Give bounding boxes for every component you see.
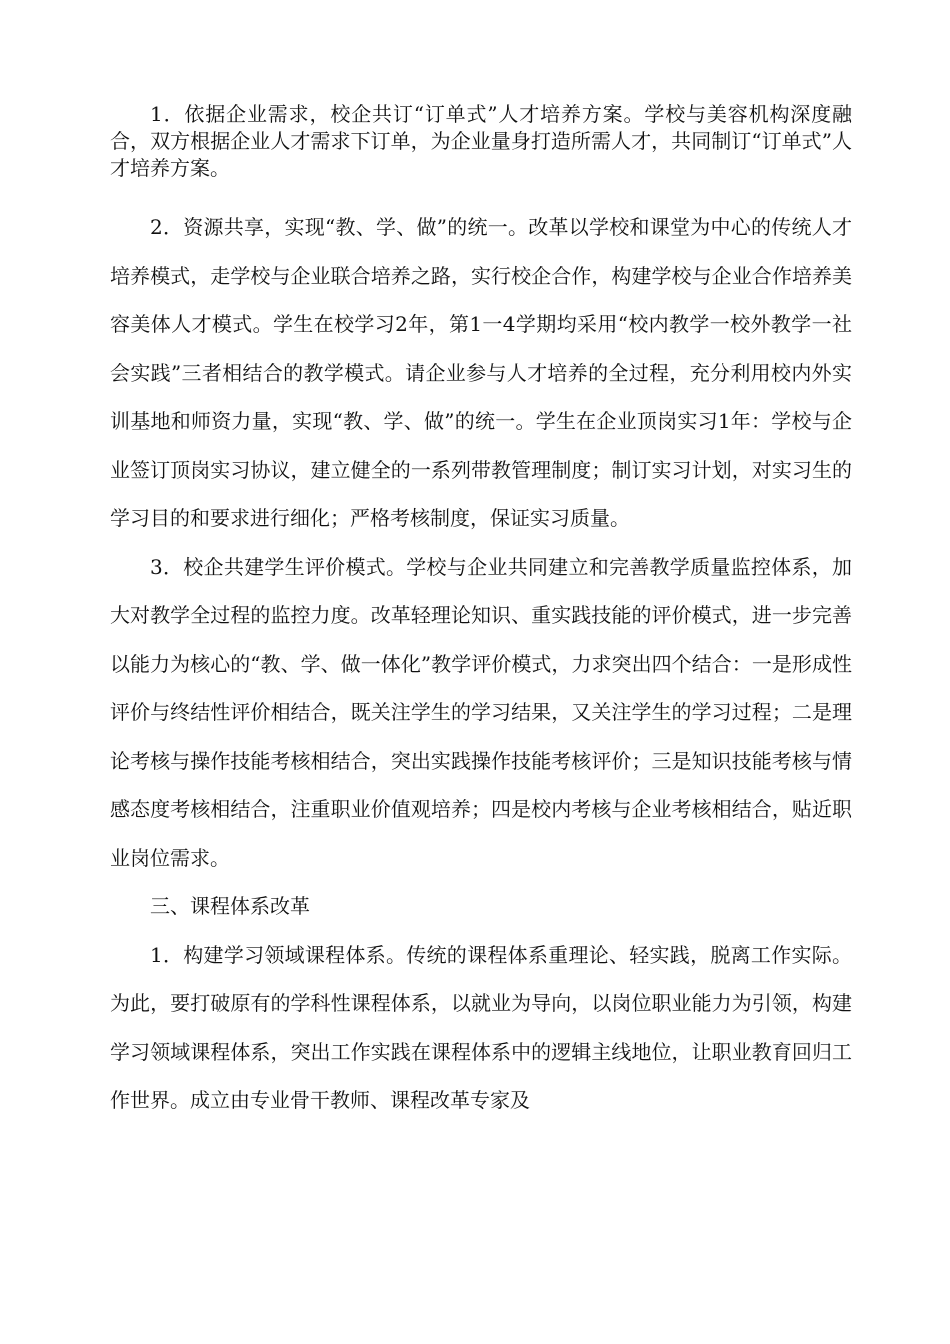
paragraph-resource-sharing: 2．资源共享，实现“教、学、做”的统一。改革以学校和课堂为中心的传统人才培养模式，走学校与企业联合培养之路，实行校企合作，构建学校与企业合作培养美容美体人才模式。学生在校学习2年，第1一4学期均采用“校内教学一校外教学一社会实践”三者相结合的教学模式。请企业参与人才培养的全过程，充分利用校内外实训基地和师资力量，实现“教、学、做”的统一。学生在企业顶岗实习1年：学校与企业签订顶岗实习协议，建立健全的一系列带教管理制度；制订实习计划，对实习生的学习目的和要求进行细化；严格考核制度，保证实习质量。 [110,215,852,530]
paragraph-learning-domain-curriculum: 1．构建学习领域课程体系。传统的课程体系重理论、轻实践，脱离工作实际。为此，要打破原有的学科性课程体系，以就业为导向，以岗位职业能力为引领，构建学习领域课程体系，突出工作实践在课程体系中的逻辑主线地位，让职业教育回归工作世界。成立由专业骨干教师、课程改革专家及 [110,942,852,1112]
document-page [110,101,852,1125]
paragraph-order-training-plan: 1．依据企业需求，校企共订“订单式”人才培养方案。学校与美容机构深度融合，双方根据企业人才需求下订单，为企业量身打造所需人才，共同制订“订单式”人才培养方案。 [110,102,852,180]
section-heading-curriculum-reform: 三、课程体系改革 [150,894,310,918]
paragraph-evaluation-model: 3．校企共建学生评价模式。学校与企业共同建立和完善教学质量监控体系，加大对教学全过程的监控力度。改革轻理论知识、重实践技能的评价模式，进一步完善以能力为核心的“教、学、做一体化”教学评价模式，力求突出四个结合：一是形成性评价与终结性评价相结合，既关注学生的学习结果，又关注学生的学习过程；二是理论考核与操作技能考核相结合，突出实践操作技能考核评价；三是知识技能考核与情感态度考核相结合，注重职业价值观培养；四是校内考核与企业考核相结合，贴近职业岗位需求。 [110,554,852,870]
